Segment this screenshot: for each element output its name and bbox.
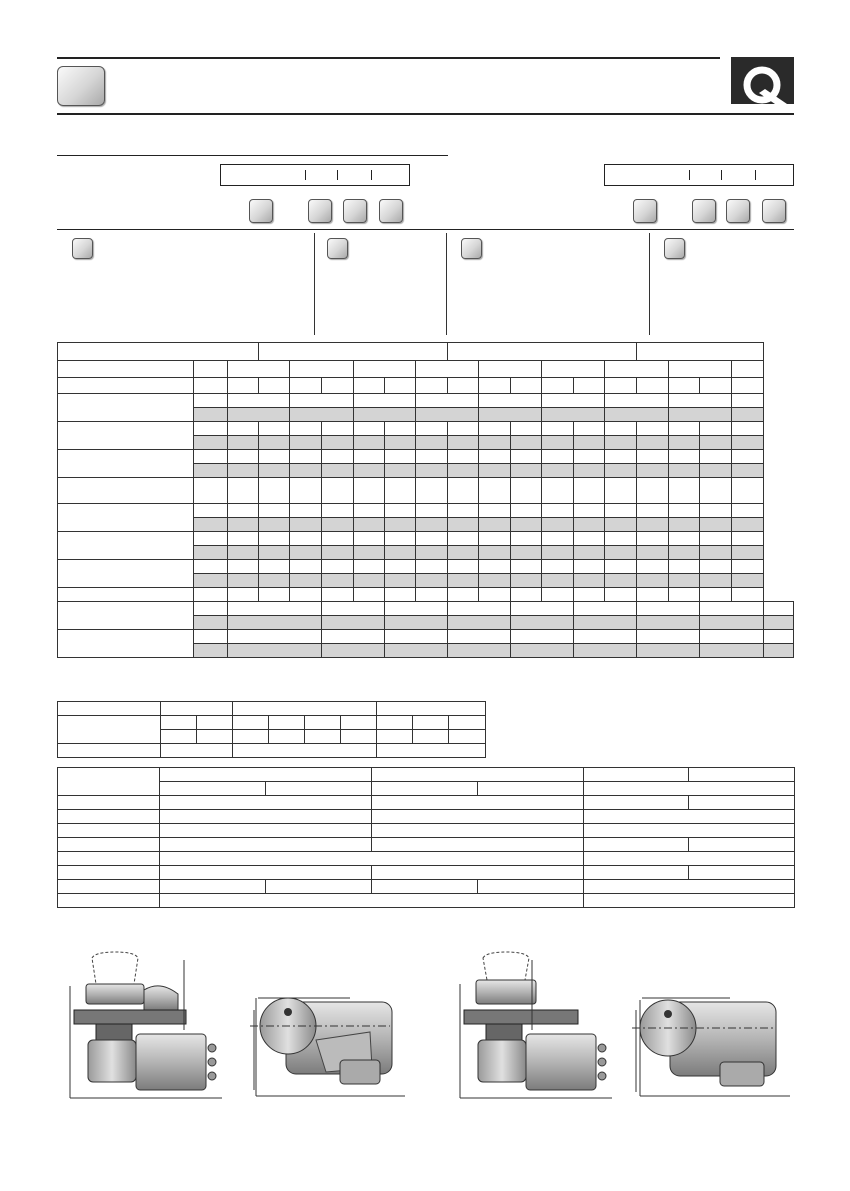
small-spec-table [57,701,486,758]
spec-table [57,342,794,658]
header-bottom-rule [57,113,794,115]
option-button-8[interactable] [762,199,786,223]
option-button-2[interactable] [308,199,332,223]
legend-button-2[interactable] [327,238,348,259]
vertical-windlass-side-view-2 [460,952,612,1098]
table-row [58,560,794,574]
table-row [58,716,486,730]
legend-divider-2 [446,233,447,335]
quick-q-logo-icon [731,57,794,104]
table-row [58,504,794,518]
table-row [58,782,795,796]
vertical-windlass-side-view [70,952,222,1098]
table-row [58,880,795,894]
table-row [58,894,795,908]
windlass-drawings [60,950,800,1110]
accessories-table [57,767,795,908]
table-row [58,866,795,880]
legend-divider-1 [314,233,315,335]
options-rule [57,229,794,230]
table-row [58,532,794,546]
table-row [58,478,794,504]
table-row [58,810,795,824]
legend-button-3[interactable] [461,238,482,259]
option-button-5[interactable] [633,199,657,223]
table-row [58,394,794,408]
option-button-4[interactable] [379,199,403,223]
table-row [58,343,794,361]
table-row [58,702,486,716]
section-marker-button[interactable] [57,66,105,106]
table-row [58,796,795,810]
option-button-6[interactable] [692,199,716,223]
legend-button-1[interactable] [72,238,93,259]
table-row [58,744,486,758]
model-code-box-left [220,164,410,186]
option-button-7[interactable] [726,199,750,223]
table-row [58,361,794,378]
legend-divider-3 [649,233,650,335]
table-row [58,630,794,644]
vertical-windlass-front-view [250,998,405,1096]
table-row [58,422,794,436]
table-row [58,852,795,866]
option-button-1[interactable] [249,199,273,223]
table-row [58,588,794,602]
table-row [58,602,794,616]
table-row [58,838,795,852]
model-code-box-right [604,164,794,186]
vertical-windlass-front-view-2 [632,998,790,1096]
table-row [58,824,795,838]
table-row [58,450,794,464]
table-row [58,378,794,394]
table-row [58,768,795,782]
option-button-3[interactable] [343,199,367,223]
subtitle-rule [57,155,448,156]
legend-button-4[interactable] [664,238,685,259]
header-top-rule [57,57,720,59]
